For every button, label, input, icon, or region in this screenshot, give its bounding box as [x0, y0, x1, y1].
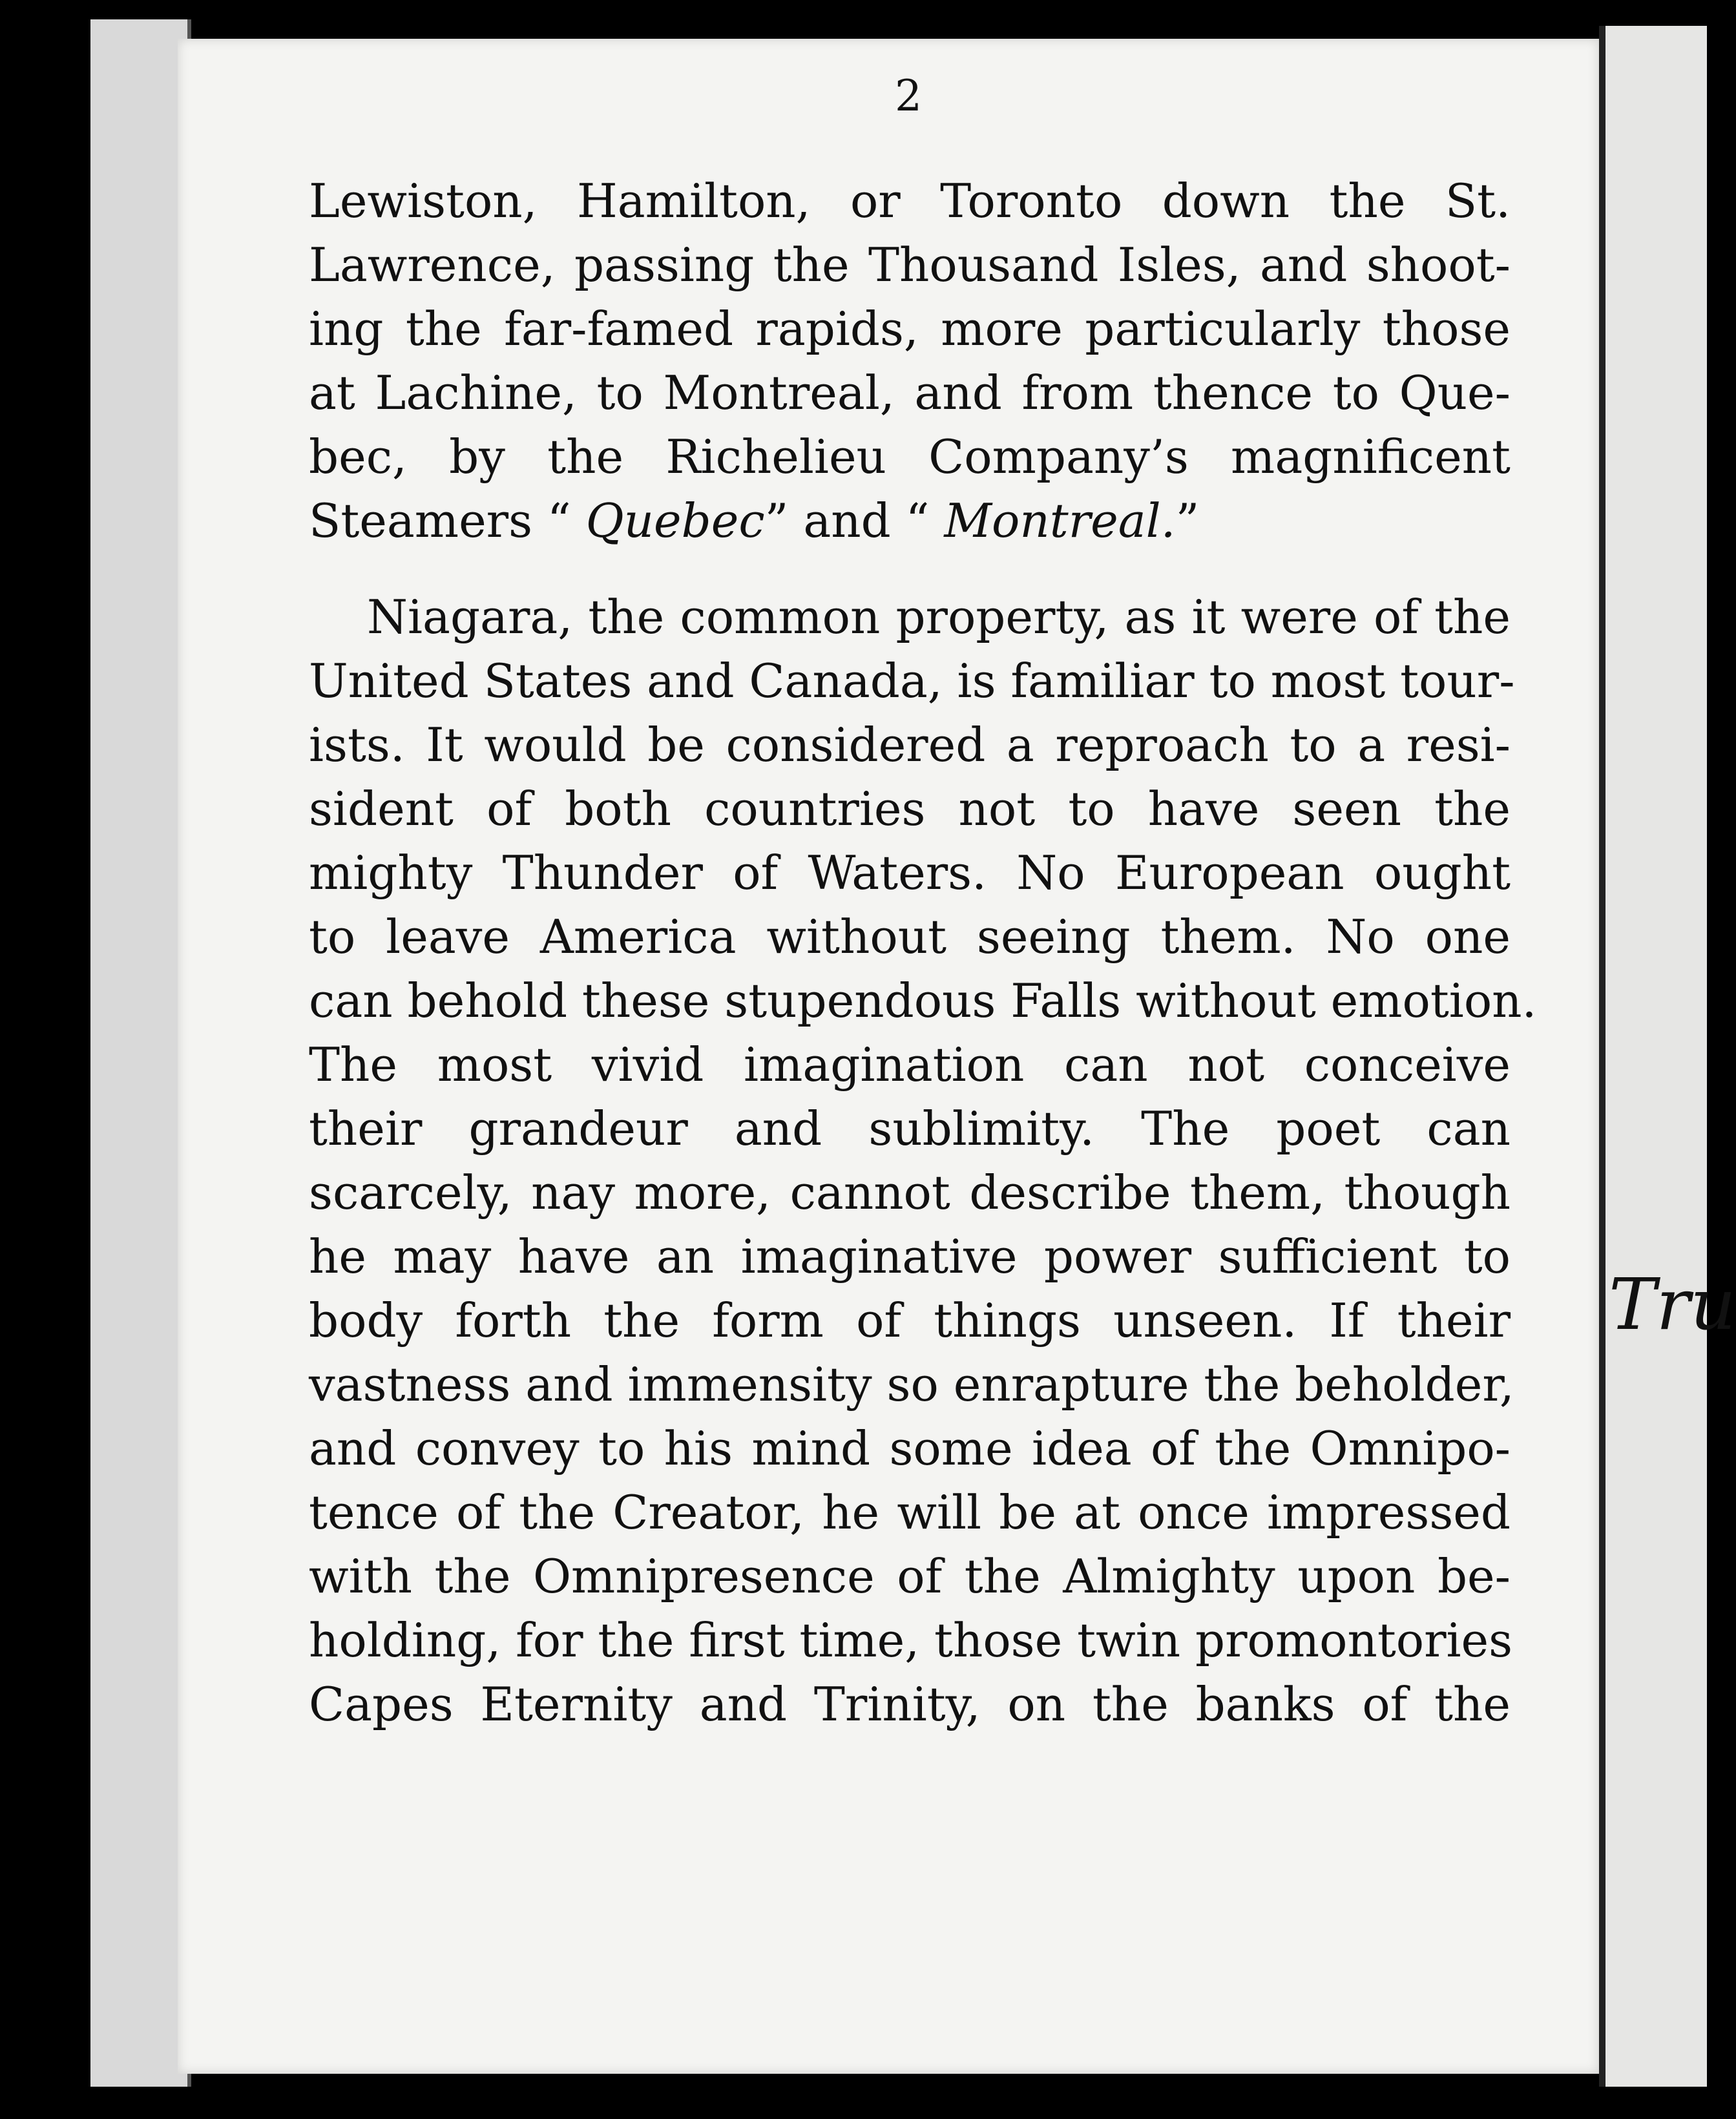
next-page-edge [1599, 26, 1707, 2087]
paragraph-2 [309, 585, 1537, 1737]
text-line: Lawrence, passing the Thousand Isles, and shoot- [309, 238, 1511, 292]
text-line: their grandeur and sublimity. The poet can [309, 1101, 1511, 1156]
paragraph-gap [309, 553, 1511, 585]
text-line: at Lachine, to Montreal, and from thence to Que- [309, 366, 1511, 420]
text-line: with the Omnipresence of the Almighty upon be- [309, 1549, 1511, 1603]
steamers-suffix: ” [1175, 494, 1200, 548]
text-line: holding, for the first time, those twin promontories [309, 1613, 1513, 1667]
text-line: mighty Thunder of Waters. No European ought [309, 846, 1511, 900]
text-line: and convey to his mind some idea of the Omnipo- [309, 1421, 1511, 1476]
text-line: Niagara, the common property, as it were of the [367, 590, 1511, 644]
text-line: body forth the form of things unseen. If their [309, 1293, 1511, 1348]
text-line-steamers [309, 489, 1511, 553]
page-number: 2 [895, 71, 922, 121]
previous-page-edge [90, 19, 191, 2087]
text-line: vastness and immensity so enrapture the beholder, [309, 1357, 1514, 1412]
text-line: ists. It would be considered a reproach to a resi- [309, 718, 1511, 772]
text-line: tence of the Creator, he will be at once impressed [309, 1485, 1511, 1540]
ship-name-quebec: Quebec [585, 494, 765, 548]
text-line: can behold these stupendous Falls without emotion. [309, 974, 1537, 1028]
steamers-prefix: Steamers “ [309, 494, 586, 548]
text-line: Lewiston, Hamilton, or Toronto down the St. [309, 174, 1511, 228]
steamers-middle: ” and “ [764, 494, 945, 548]
text-line: bec, by the Richelieu Company’s magnificent [309, 430, 1511, 484]
text-line: Capes Eternity and Trinity, on the banks of the [309, 1677, 1511, 1731]
text-line: The most vivid imagination can not conceive [309, 1038, 1511, 1092]
paragraph-1 [309, 169, 1511, 553]
text-line: scarcely, nay more, cannot describe them, though [309, 1165, 1511, 1220]
body-text [309, 169, 1537, 1737]
handwritten-margin-note: Tru [1609, 1263, 1736, 1346]
text-line: ing the far-famed rapids, more particularly those [309, 302, 1511, 356]
text-line: to leave America without seeing them. No one [309, 910, 1511, 964]
ship-name-montreal: Montreal. [944, 494, 1176, 548]
text-line: he may have an imaginative power sufficient to [309, 1229, 1511, 1284]
text-line: sident of both countries not to have seen the [309, 782, 1511, 836]
text-line: United States and Canada, is familiar to most tour- [309, 654, 1515, 708]
